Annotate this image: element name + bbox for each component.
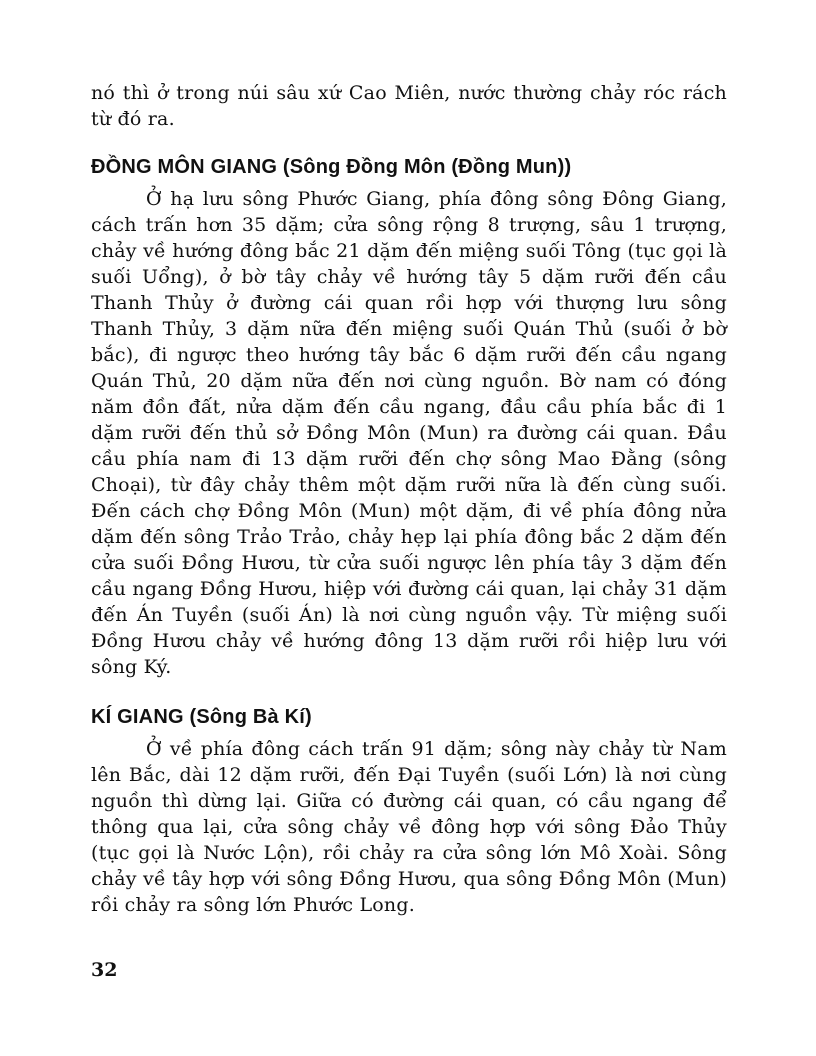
section-heading-ki-giang: KÍ GIANG (Sông Bà Kí): [91, 706, 312, 728]
page-content: [91, 80, 727, 918]
page-number: 32: [91, 959, 118, 981]
section-paragraph-ki-giang: Ở về phía đông cách trấn 91 dặm; sông này chảy từ Nam lên Bắc, dài 12 dặm rưỡi, đến Đại Tuyền (suối Lớn) là nơi cùng nguồn thì dừng lại. Giữa có đường cái quan, có cầu ngang để thông qua lại, cửa sông chảy về đông hợp với sông Đảo Thủy (tục gọi là Nước Lộn), rồi chảy ra cửa sông lớn Mô Xoài. Sông chảy về tây hợp với sông Đồng Hươu, qua sông Đồng Môn (Mun) rồi chảy ra sông lớn Phước Long.: [91, 738, 727, 916]
section-heading-dong-mon-giang: ĐỒNG MÔN GIANG (Sông Đồng Môn (Đồng Mun)): [91, 156, 572, 178]
section-paragraph-dong-mon-giang: Ở hạ lưu sông Phước Giang, phía đông sông Đông Giang, cách trấn hơn 35 dặm; cửa sông rộng 8 trượng, sâu 1 trượng, chảy về hướng đông bắc 21 dặm đến miệng suối Tông (tục gọi là suối Uổng), ở bờ tây chảy về hướng tây 5 dặm rưỡi đến cầu Thanh Thủy ở đường cái quan rồi hợp với thượng lưu sông Thanh Thủy, 3 dặm nữa đến miệng suối Quán Thủ (suối ở bờ bắc), đi ngược theo hướng tây bắc 6 dặm rưỡi đến cầu ngang Quán Thủ, 20 dặm nữa đến nơi cùng nguồn. Bờ nam có đóng năm đồn đất, nửa dặm đến cầu ngang, đầu cầu phía bắc đi 1 dặm rưỡi đến thủ sở Đồng Môn (Mun) ra đường cái quan. Đầu cầu phía nam đi 13 dặm rưỡi đến chợ sông Mao Đằng (sông Choại), từ đây chảy thêm một dặm rưỡi nữa là đến cùng suối. Đến cách chợ Đồng Môn (Mun) một dặm, đi về phía đông nửa dặm đến sông Trảo Trảo, chảy hẹp lại phía đông bắc 2 dặm đến cửa suối Đồng Hươu, từ cửa suối ngược lên phía tây 3 dặm đến cầu ngang Đồng Hươu, hiệp với đường cái quan, lại chảy 31 dặm đến Án Tuyền (suối Án) là nơi cùng nguồn vậy. Từ miệng suối Đồng Hươu chảy về hướng đông 13 dặm rưỡi rồi hiệp lưu với sông Ký.: [91, 188, 727, 678]
intro-paragraph: nó thì ở trong núi sâu xứ Cao Miên, nước thường chảy róc rách từ đó ra.: [91, 82, 727, 130]
